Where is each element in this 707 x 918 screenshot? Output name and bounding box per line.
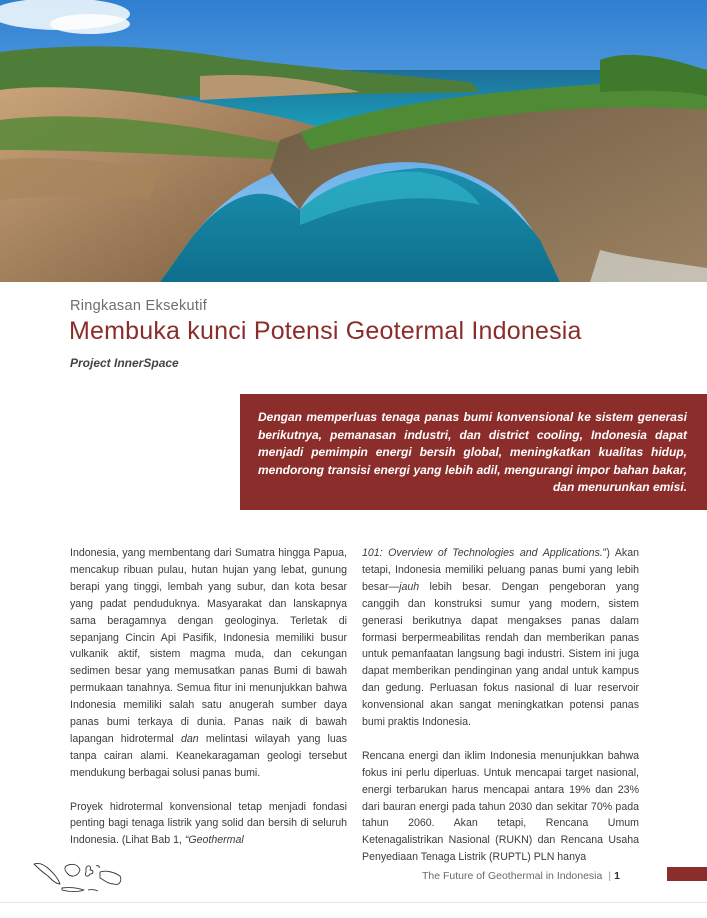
page-title: Membuka kunci Potensi Geotermal Indonesia: [69, 317, 582, 345]
footer-divider: [0, 902, 707, 903]
callout-box: [240, 394, 707, 510]
footer-running-title: The Future of Geothermal in Indonesia | 1: [422, 870, 620, 882]
body-paragraph: 101: Overview of Technologies and Applications.”) Akan tetapi, Indonesia memiliki peluang panas bumi yang lebih besar—jauh lebih besar. Dengan pengeboran yang canggih dan konstruksi sumur yang modern, sistem generasi berikutnya dapat mengakses panas dalam formasi berpermeabilitas rendah dan memberikan panas untuk pemanfaatan langsung bagi industri. Sistem ini juga dapat memberikan pendinginan yang andal untuk kampus dan gedung. Perluasan fokus nasional di luar reservoir konvensional akan sangat meningkatkan potensi panas bumi praktis Indonesia.: [362, 547, 639, 729]
body-column-right: [362, 545, 639, 883]
callout-text: Dengan memperluas tenaga panas bumi konvensional ke sistem generasi berikutnya, pemanasan industri, dan district cooling, Indonesia dapat menjadi pemimpin energi bersih global, meningkatkan kualitas hidup, mendorong transisi energi yang lebih adil, mengurangi impor bahan bakar, dan menurunkan emisi.: [258, 410, 687, 494]
section-eyebrow: Ringkasan Eksekutif: [70, 298, 208, 314]
body-paragraph: Rencana energi dan iklim Indonesia menunjukkan bahwa fokus ini perlu diperluas. Untuk mencapai target nasional, energi terbarukan harus mencapai antara 19% dan 23% dari bauran energi pada tahun 2030 dan sekitar 70% pada tahun 2060. Akan tetapi, Rencana Umum Ketenagalistrikan Nasional (RUKN) dan Rencana Usaha Penyediaan Tenaga Listrik (RUPTL) PLN hanya: [362, 749, 639, 864]
hero-photo: [0, 0, 707, 282]
indonesia-map-icon: [32, 858, 124, 898]
footer-accent-bar: [667, 867, 707, 881]
byline: Project InnerSpace: [70, 356, 179, 370]
hero-landscape-illustration: [0, 0, 707, 282]
body-column-left: [70, 545, 347, 866]
body-paragraph: Indonesia, yang membentang dari Sumatra hingga Papua, mencakup ribuan pulau, hutan hujan yang lebat, gunung berapi yang tinggi, lembah yang subur, dan kota besar yang padat penduduknya. Masyarakat dan lanskapnya sama beragamnya dengan geologinya. Terletak di sepanjang Cincin Api Pasifik, Indonesia memiliki busur vulkanik aktif, sistem magma muda, dan cekungan sedimen besar yang memusatkan panas Bumi di bawah permukaan tanahnya. Semua fitur ini menunjukkan bahwa Indonesia memiliki salah satu anugerah sumber daya panas bumi terkaya di dunia. Panas naik di bawah lapangan hidrotermal dan melintasi wilayah yang luas tanpa cairan alami. Keanekaragaman geologi tersebut mendukung berbagai solusi panas bumi.: [70, 547, 347, 779]
page-number: 1: [614, 870, 620, 882]
body-paragraph: Proyek hidrotermal konvensional tetap menjadi fondasi penting bagi tenaga listrik yang solid dan bersih di seluruh Indonesia. (Lihat Bab 1, “Geothermal: [70, 800, 347, 847]
